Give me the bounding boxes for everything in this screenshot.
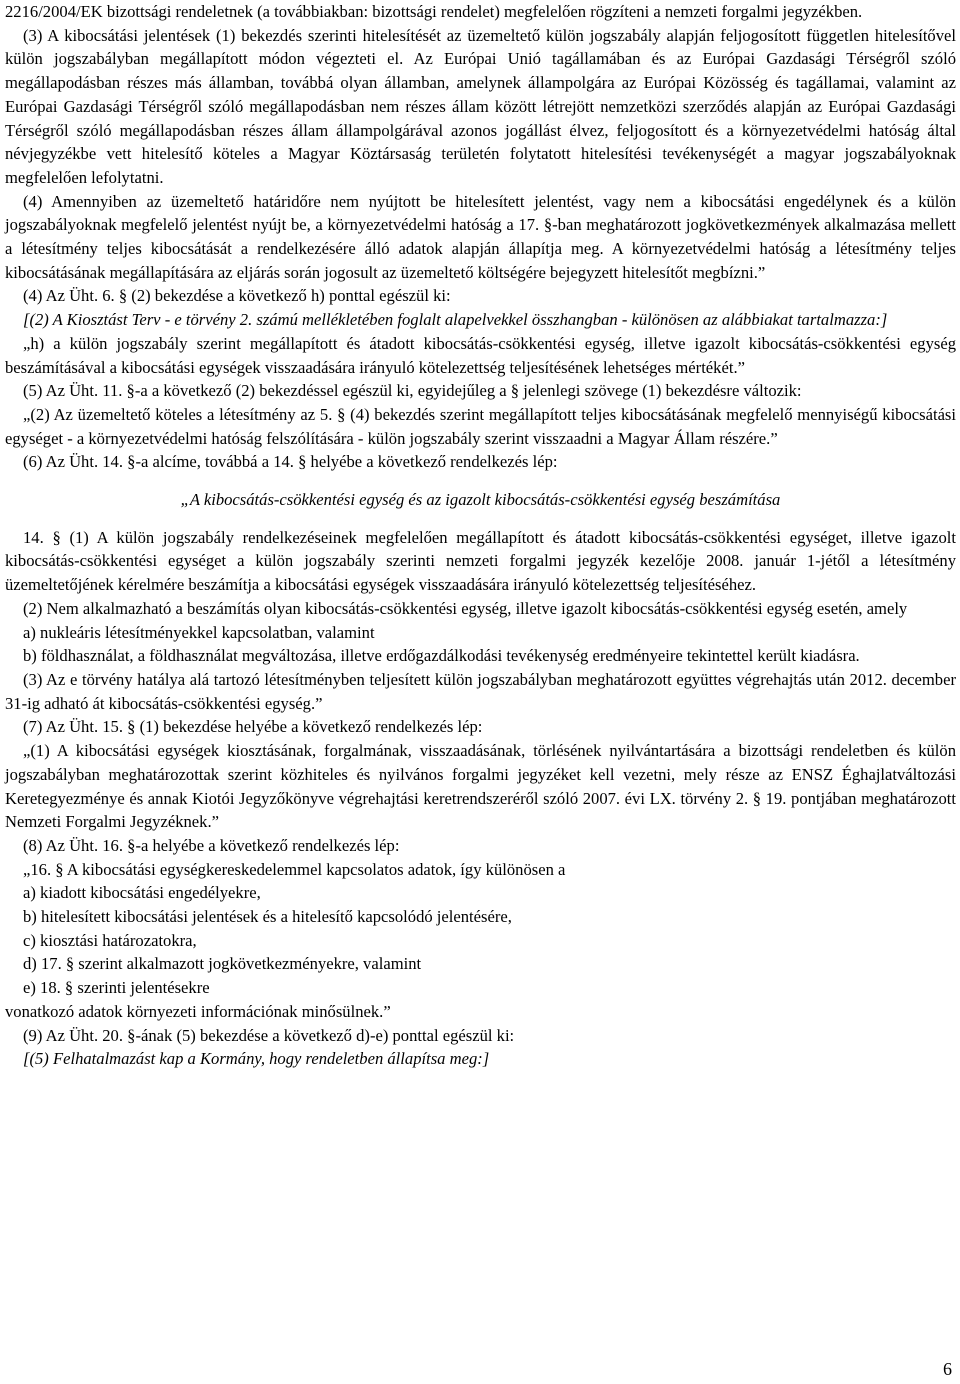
list-item: e) 18. § szerinti jelentésekre (23, 978, 210, 998)
paragraph: (5) Az Üht. 11. §-a a következő (2) bekezdéssel egészül ki, egyidejűleg a § jelenlegi szövege (1) bekezdésre változik: (23, 381, 802, 401)
paragraph: (6) Az Üht. 14. §-a alcíme, továbbá a 14. § helyébe a következő rendelkezés lép: (23, 452, 558, 472)
paragraph: „(2) Az üzemeltető köteles a létesítmény az 5. § (4) bekezdés szerint megállapított teljes kibocsátásának megfelelő mennyiségű kibocsátási egységet - a környezetvédelmi hatóság felszólítására - külön jogszabály szerint visszaadni a Magyar Állam részére.” (5, 404, 956, 448)
paragraph: (4) Az Üht. 6. § (2) bekezdése a következő h) ponttal egészül ki: (23, 286, 451, 306)
paragraph: „h) a külön jogszabály szerint megállapított és átadott kibocsátás-csökkentési egység, illetve igazolt kibocsátás-csökkentési egység beszámításával a kibocsátási egységek visszaadására irányuló kötelezettség teljesítésének lehetséges mértékét.” (5, 333, 956, 377)
list-item: c) kiosztási határozatokra, (23, 930, 197, 950)
paragraph: „16. § A kibocsátási egységkereskedelemmel kapcsolatos adatok, így különösen a (23, 859, 566, 879)
paragraph: „(1) A kibocsátási egységek kiosztásának, forgalmának, visszaadásának, törlésének nyilvántartására a bizottsági rendeletben és külön jogszabályban meghatározottak szerint közhiteles és nyilvános forgalmi jegyzéket kell vezetni, mely része az ENSZ Éghajlatváltozási Keretegyezménye és annak Kiotói Jegyzőkönyve végrehajtási keretrendszeréről szóló 2007. évi LX. törvény 2. § 19. pontjában meghatározott Nemzeti Forgalmi Jegyzéknek.” (5, 741, 956, 832)
paragraph: vonatkozó adatok környezeti információnak minősülnek.” (5, 1001, 391, 1021)
paragraph: 2216/2004/EK bizottsági rendeletnek (a továbbiakban: bizottsági rendelet) megfelelően rögzíteni a nemzeti forgalmi jegyzékben. (5, 2, 863, 21)
list-item: a) kiadott kibocsátási engedélyekre, (23, 883, 261, 903)
section-subtitle: „A kibocsátás-csökkentési egység és az igazolt kibocsátás-csökkentési egység beszámítása (180, 490, 781, 510)
paragraph: 14. § (1) A külön jogszabály rendelkezéseinek megfelelően megállapított és átadott kibocsátás-csökkentési egységet, illetve igazolt kibocsátás-csökkentési egységet a külön jogszabály szerinti nemzeti forgalmi jegyzék kezelője 2008. január 1-jétől a létesítmény üzemeltetőjének kérelmére beszámítja a kibocsátási egységek visszaadására irányuló kötelezettség teljesítéséhez. (5, 527, 956, 595)
paragraph: (7) Az Üht. 15. § (1) bekezdése helyébe a következő rendelkezés lép: (23, 717, 483, 737)
list-item: b) hitelesített kibocsátási jelentések és a hitelesítő kapcsolódó jelentésére, (23, 907, 512, 927)
paragraph-bracketed: [(5) Felhatalmazást kap a Kormány, hogy rendeletben állapítsa meg:] (23, 1049, 490, 1069)
paragraph: (4) Amennyiben az üzemeltető határidőre nem nyújtott be hitelesített jelentést, vagy nem a kibocsátási engedélynek és a külön jogszabályoknak megfelelő jelentést nyújt be, a környezetvédelmi hatóság a 17. §-ban meghatározott jogkövetkezmények alkalmazása mellett a létesítmény teljes kibocsátását a rendelkezésére álló adatok alapján állapítja meg. A környezetvédelmi hatóság a létesítmény teljes kibocsátásának megállapítására az eljárás során jogosult az üzemeltető költségére bejegyzett hitelesítőt megbízni.” (5, 191, 956, 282)
paragraph-bracketed: [(2) A Kiosztást Terv - e törvény 2. számú mellékletében foglalt alapelvekkel összhangban - különösen az alábbiakat tartalmazza:] (23, 310, 888, 330)
paragraph: (3) Az e törvény hatálya alá tartozó létesítményben teljesített külön jogszabályban meghatározott együttes végrehajtás után 2012. december 31-ig adható át kibocsátás-csökkentési egység.” (5, 669, 956, 713)
list-item: a) nukleáris létesítményekkel kapcsolatban, valamint (23, 622, 375, 642)
page-number: 6 (943, 1359, 952, 1380)
paragraph: (9) Az Üht. 20. §-ának (5) bekezdése a következő d)-e) ponttal egészül ki: (23, 1025, 515, 1045)
list-item: b) földhasználat, a földhasználat megváltozása, illetve erdőgazdálkodási tevékenység eredményeire tekintettel került kiadásra. (23, 646, 860, 666)
paragraph: (8) Az Üht. 16. §-a helyébe a következő rendelkezés lép: (23, 835, 400, 855)
list-item: d) 17. § szerint alkalmazott jogkövetkezményekre, valamint (23, 954, 422, 974)
paragraph: (2) Nem alkalmazható a beszámítás olyan kibocsátás-csökkentési egység, illetve igazolt kibocsátás-csökkentési egység esetén, amely (23, 598, 908, 618)
paragraph: (3) A kibocsátási jelentések (1) bekezdés szerinti hitelesítését az üzemeltető külön jogszabály alapján feljogosított független hitelesítővel külön jogszabályban megállapított módon végezteti el. Az Európai Unió tagállamában és az Európai Gazdasági Térségről szóló megállapodásban részes más államban, továbbá olyan államban, amelynek állampolgára az Európai Közösség és tagállamai, valamint az Európai Gazdasági Térségről szóló megállapodásban nem részes állam között létrejött nemzetközi szerződés alapján az Európai Gazdasági Térségről szóló megállapodásban részes állam állampolgárával azonos jogállást élvez, feljogosított és a környezetvédelmi hatóság által névjegyzékbe vett hitelesítő köteles a Magyar Köztársaság területén folytatott hitelesítési tevékenységét a magyar jogszabályoknak megfelelően lefolytatni. (5, 25, 956, 187)
